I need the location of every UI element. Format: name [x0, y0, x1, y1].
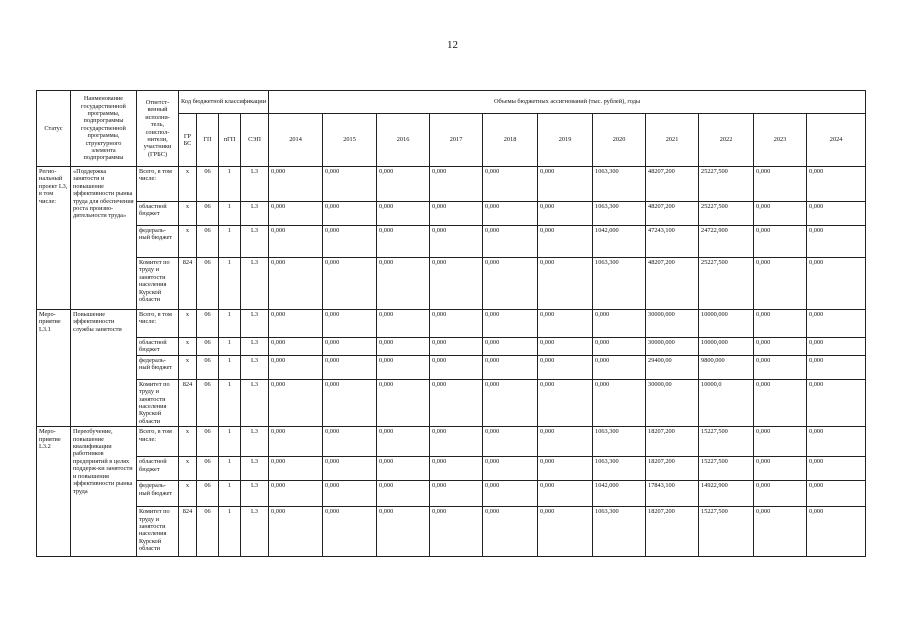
header-year: 2022 [699, 114, 754, 167]
table-body [37, 167, 866, 557]
cell-sep: L3 [241, 202, 269, 226]
cell-grbs: x [179, 427, 197, 457]
cell-pgp: 1 [219, 379, 241, 426]
cell-value: 15227,500 [699, 427, 754, 457]
cell-value: 0,000 [538, 481, 593, 507]
cell-value: 0,000 [430, 355, 483, 379]
cell-value: 0,000 [377, 481, 430, 507]
cell-sep: L3 [241, 167, 269, 202]
cell-value: 48207,200 [646, 167, 699, 202]
header-budget-code: Код бюджетной классификации [179, 91, 269, 114]
header-name: Наименование государственной программы, подпрограммы государственной программы, структурного элемента подпрограммы [71, 91, 137, 167]
cell-gp: 06 [197, 226, 219, 258]
cell-value: 0,000 [323, 310, 377, 338]
cell-value: 0,000 [807, 507, 866, 557]
cell-value: 0,000 [377, 226, 430, 258]
cell-grbs: 824 [179, 379, 197, 426]
cell-sep: L3 [241, 481, 269, 507]
cell-source: Всего, в том числе: [137, 427, 179, 457]
cell-value: 0,000 [430, 481, 483, 507]
header-gp: ГП [197, 114, 219, 167]
cell-value: 0,000 [754, 202, 807, 226]
cell-gp: 06 [197, 457, 219, 481]
cell-sep: L3 [241, 457, 269, 481]
cell-value: 30000,00 [646, 379, 699, 426]
cell-value: 0,000 [430, 427, 483, 457]
cell-value: 0,000 [483, 338, 538, 356]
header-year: 2017 [430, 114, 483, 167]
cell-value: 48207,200 [646, 202, 699, 226]
cell-pgp: 1 [219, 202, 241, 226]
cell-value: 0,000 [377, 427, 430, 457]
cell-value: 0,000 [483, 226, 538, 258]
cell-value: 48207,200 [646, 258, 699, 310]
cell-source: Комитет по труду и занятости населения Курской области [137, 258, 179, 310]
cell-pgp: 1 [219, 507, 241, 557]
cell-value: 0,000 [807, 167, 866, 202]
cell-value: 0,000 [807, 310, 866, 338]
cell-value: 0,000 [754, 481, 807, 507]
cell-value: 0,000 [538, 310, 593, 338]
cell-source: областной бюджет [137, 338, 179, 356]
cell-grbs: x [179, 355, 197, 379]
table-row [37, 338, 866, 356]
cell-value: 0,000 [377, 202, 430, 226]
cell-value: 0,000 [807, 457, 866, 481]
cell-pgp: 1 [219, 355, 241, 379]
cell-pgp: 1 [219, 226, 241, 258]
cell-value: 0,000 [483, 457, 538, 481]
cell-value: 0,000 [483, 258, 538, 310]
cell-value: 30000,000 [646, 338, 699, 356]
cell-value: 0,000 [269, 338, 323, 356]
cell-gp: 06 [197, 379, 219, 426]
cell-value: 29400,00 [646, 355, 699, 379]
cell-sep: L3 [241, 338, 269, 356]
cell-grbs: x [179, 202, 197, 226]
table-row [37, 379, 866, 426]
cell-value: 0,000 [754, 167, 807, 202]
cell-value: 0,000 [807, 427, 866, 457]
page-number: 12 [447, 39, 458, 51]
cell-value: 0,000 [323, 355, 377, 379]
cell-value: 0,000 [538, 167, 593, 202]
cell-status: Регио-нальный проект L3, в том числе: [37, 167, 71, 310]
cell-value: 10000,000 [699, 310, 754, 338]
cell-value: 0,000 [754, 226, 807, 258]
cell-value: 0,000 [754, 355, 807, 379]
cell-gp: 06 [197, 355, 219, 379]
cell-value: 0,000 [807, 202, 866, 226]
header-grbs: ГР БС [179, 114, 197, 167]
table-row [37, 481, 866, 507]
cell-value: 0,000 [377, 338, 430, 356]
cell-value: 0,000 [483, 481, 538, 507]
cell-status: Меро-приятие L3.2 [37, 427, 71, 557]
cell-value: 0,000 [377, 507, 430, 557]
cell-value: 25227,500 [699, 167, 754, 202]
cell-grbs: x [179, 481, 197, 507]
cell-value: 0,000 [754, 457, 807, 481]
cell-value: 0,000 [377, 355, 430, 379]
header-sep: СЭП [241, 114, 269, 167]
cell-value: 1063,300 [593, 427, 646, 457]
cell-value: 0,000 [430, 226, 483, 258]
cell-value: 0,000 [807, 481, 866, 507]
cell-value: 1042,000 [593, 481, 646, 507]
cell-value: 0,000 [377, 258, 430, 310]
cell-value: 0,000 [430, 202, 483, 226]
cell-value: 0,000 [754, 427, 807, 457]
cell-source: федераль-ный бюджет [137, 355, 179, 379]
cell-value: 0,000 [269, 226, 323, 258]
cell-value: 0,000 [754, 379, 807, 426]
cell-name: Повышение эффективности службы занятости [71, 310, 137, 427]
header-year: 2019 [538, 114, 593, 167]
cell-grbs: 824 [179, 258, 197, 310]
cell-value: 0,000 [754, 338, 807, 356]
cell-value: 0,000 [483, 202, 538, 226]
cell-pgp: 1 [219, 427, 241, 457]
cell-value: 0,000 [377, 457, 430, 481]
cell-value: 14922,900 [699, 481, 754, 507]
cell-pgp: 1 [219, 457, 241, 481]
cell-value: 0,000 [807, 338, 866, 356]
table-row [37, 310, 866, 338]
cell-value: 0,000 [807, 258, 866, 310]
cell-sep: L3 [241, 310, 269, 338]
cell-value: 0,000 [269, 507, 323, 557]
cell-value: 0,000 [754, 258, 807, 310]
cell-gp: 06 [197, 338, 219, 356]
cell-value: 0,000 [593, 338, 646, 356]
cell-value: 0,000 [269, 379, 323, 426]
cell-value: 0,000 [269, 427, 323, 457]
cell-source: областной бюджет [137, 202, 179, 226]
table-row [37, 457, 866, 481]
cell-sep: L3 [241, 507, 269, 557]
table-row [37, 427, 866, 457]
cell-value: 0,000 [323, 202, 377, 226]
cell-value: 0,000 [430, 457, 483, 481]
header-status: Статус [37, 91, 71, 167]
cell-value: 18207,200 [646, 507, 699, 557]
cell-value: 10000,0 [699, 379, 754, 426]
cell-value: 0,000 [483, 167, 538, 202]
cell-value: 0,000 [269, 481, 323, 507]
cell-value: 15227,500 [699, 507, 754, 557]
cell-value: 0,000 [593, 379, 646, 426]
cell-value: 0,000 [269, 202, 323, 226]
cell-value: 0,000 [754, 507, 807, 557]
cell-value: 0,000 [323, 167, 377, 202]
cell-pgp: 1 [219, 167, 241, 202]
cell-gp: 06 [197, 258, 219, 310]
cell-value: 0,000 [538, 226, 593, 258]
cell-gp: 06 [197, 481, 219, 507]
cell-grbs: x [179, 167, 197, 202]
header-year: 2015 [323, 114, 377, 167]
cell-value: 0,000 [483, 310, 538, 338]
cell-name: Переобучение, повышение квалификации работников предприятий в целях поддерж-ки занятости и повышения эффективности рынка труда [71, 427, 137, 557]
cell-value: 0,000 [538, 355, 593, 379]
table-row [37, 258, 866, 310]
cell-value: 0,000 [483, 379, 538, 426]
cell-grbs: 824 [179, 507, 197, 557]
cell-pgp: 1 [219, 258, 241, 310]
table-row [37, 226, 866, 258]
cell-value: 0,000 [483, 507, 538, 557]
cell-value: 0,000 [807, 226, 866, 258]
cell-value: 0,000 [430, 338, 483, 356]
cell-value: 0,000 [430, 507, 483, 557]
header-pgp: пГП [219, 114, 241, 167]
cell-value: 18207,200 [646, 457, 699, 481]
table-header [37, 91, 866, 167]
cell-source: Всего, в том числе: [137, 167, 179, 202]
cell-pgp: 1 [219, 481, 241, 507]
cell-grbs: x [179, 457, 197, 481]
header-year: 2014 [269, 114, 323, 167]
cell-source: Комитет по труду и занятости населения Курской области [137, 379, 179, 426]
cell-value: 15227,500 [699, 457, 754, 481]
cell-gp: 06 [197, 202, 219, 226]
cell-value: 0,000 [269, 457, 323, 481]
cell-value: 0,000 [538, 379, 593, 426]
cell-grbs: x [179, 226, 197, 258]
cell-value: 1063,300 [593, 507, 646, 557]
cell-sep: L3 [241, 379, 269, 426]
cell-value: 0,000 [377, 310, 430, 338]
cell-grbs: x [179, 338, 197, 356]
cell-grbs: x [179, 310, 197, 338]
cell-value: 0,000 [323, 379, 377, 426]
cell-value: 0,000 [430, 379, 483, 426]
cell-value: 0,000 [269, 310, 323, 338]
cell-value: 1063,300 [593, 457, 646, 481]
cell-value: 0,000 [269, 355, 323, 379]
cell-value: 0,000 [377, 379, 430, 426]
cell-value: 0,000 [807, 379, 866, 426]
cell-value: 0,000 [538, 457, 593, 481]
cell-value: 0,000 [538, 258, 593, 310]
cell-source: областной бюджет [137, 457, 179, 481]
cell-sep: L3 [241, 258, 269, 310]
cell-gp: 06 [197, 427, 219, 457]
cell-value: 9800,000 [699, 355, 754, 379]
cell-value: 0,000 [483, 427, 538, 457]
cell-gp: 06 [197, 507, 219, 557]
cell-value: 25227,500 [699, 258, 754, 310]
header-responsible: Ответст-венный исполни-тель, соиспол-нители, участники (ГРБС) [137, 91, 179, 167]
header-year: 2021 [646, 114, 699, 167]
cell-value: 0,000 [323, 226, 377, 258]
cell-value: 17843,100 [646, 481, 699, 507]
cell-sep: L3 [241, 226, 269, 258]
cell-value: 10000,000 [699, 338, 754, 356]
cell-source: Комитет по труду и занятости населения Курской области [137, 507, 179, 557]
header-year: 2018 [483, 114, 538, 167]
cell-value: 0,000 [538, 338, 593, 356]
cell-value: 0,000 [538, 427, 593, 457]
table-row [37, 507, 866, 557]
cell-value: 0,000 [538, 202, 593, 226]
cell-value: 0,000 [430, 310, 483, 338]
cell-value: 47243,100 [646, 226, 699, 258]
table-row [37, 202, 866, 226]
cell-value: 25227,500 [699, 202, 754, 226]
cell-value: 0,000 [593, 310, 646, 338]
cell-status: Меро-приятие L3.1 [37, 310, 71, 427]
cell-value: 24722,900 [699, 226, 754, 258]
cell-value: 0,000 [430, 167, 483, 202]
cell-pgp: 1 [219, 338, 241, 356]
cell-value: 0,000 [323, 338, 377, 356]
table-row [37, 355, 866, 379]
cell-value: 0,000 [269, 258, 323, 310]
cell-value: 1042,000 [593, 226, 646, 258]
table-row [37, 167, 866, 202]
cell-value: 0,000 [323, 481, 377, 507]
cell-value: 1063,300 [593, 258, 646, 310]
cell-value: 1063,300 [593, 202, 646, 226]
header-year: 2023 [754, 114, 807, 167]
cell-name: «Поддержка занятости и повышение эффективности рынка труда для обеспечения роста произво-дительности труда» [71, 167, 137, 310]
cell-value: 0,000 [377, 167, 430, 202]
cell-value: 0,000 [323, 507, 377, 557]
cell-value: 1063,300 [593, 167, 646, 202]
cell-value: 0,000 [593, 355, 646, 379]
header-volume: Объемы бюджетных ассигнований (тыс. рублей), годы [269, 91, 866, 114]
cell-gp: 06 [197, 310, 219, 338]
cell-value: 0,000 [323, 258, 377, 310]
cell-value: 0,000 [323, 427, 377, 457]
cell-gp: 06 [197, 167, 219, 202]
cell-source: федераль-ный бюджет [137, 481, 179, 507]
cell-value: 18207,200 [646, 427, 699, 457]
budget-table [36, 90, 866, 557]
cell-value: 0,000 [483, 355, 538, 379]
header-year: 2020 [593, 114, 646, 167]
cell-source: федераль-ный бюджет [137, 226, 179, 258]
header-year: 2016 [377, 114, 430, 167]
cell-value: 0,000 [754, 310, 807, 338]
cell-value: 0,000 [430, 258, 483, 310]
cell-value: 0,000 [323, 457, 377, 481]
cell-value: 0,000 [807, 355, 866, 379]
cell-value: 0,000 [538, 507, 593, 557]
header-year: 2024 [807, 114, 866, 167]
cell-value: 30000,000 [646, 310, 699, 338]
cell-pgp: 1 [219, 310, 241, 338]
cell-source: Всего, в том числе: [137, 310, 179, 338]
cell-value: 0,000 [269, 167, 323, 202]
cell-sep: L3 [241, 355, 269, 379]
cell-sep: L3 [241, 427, 269, 457]
